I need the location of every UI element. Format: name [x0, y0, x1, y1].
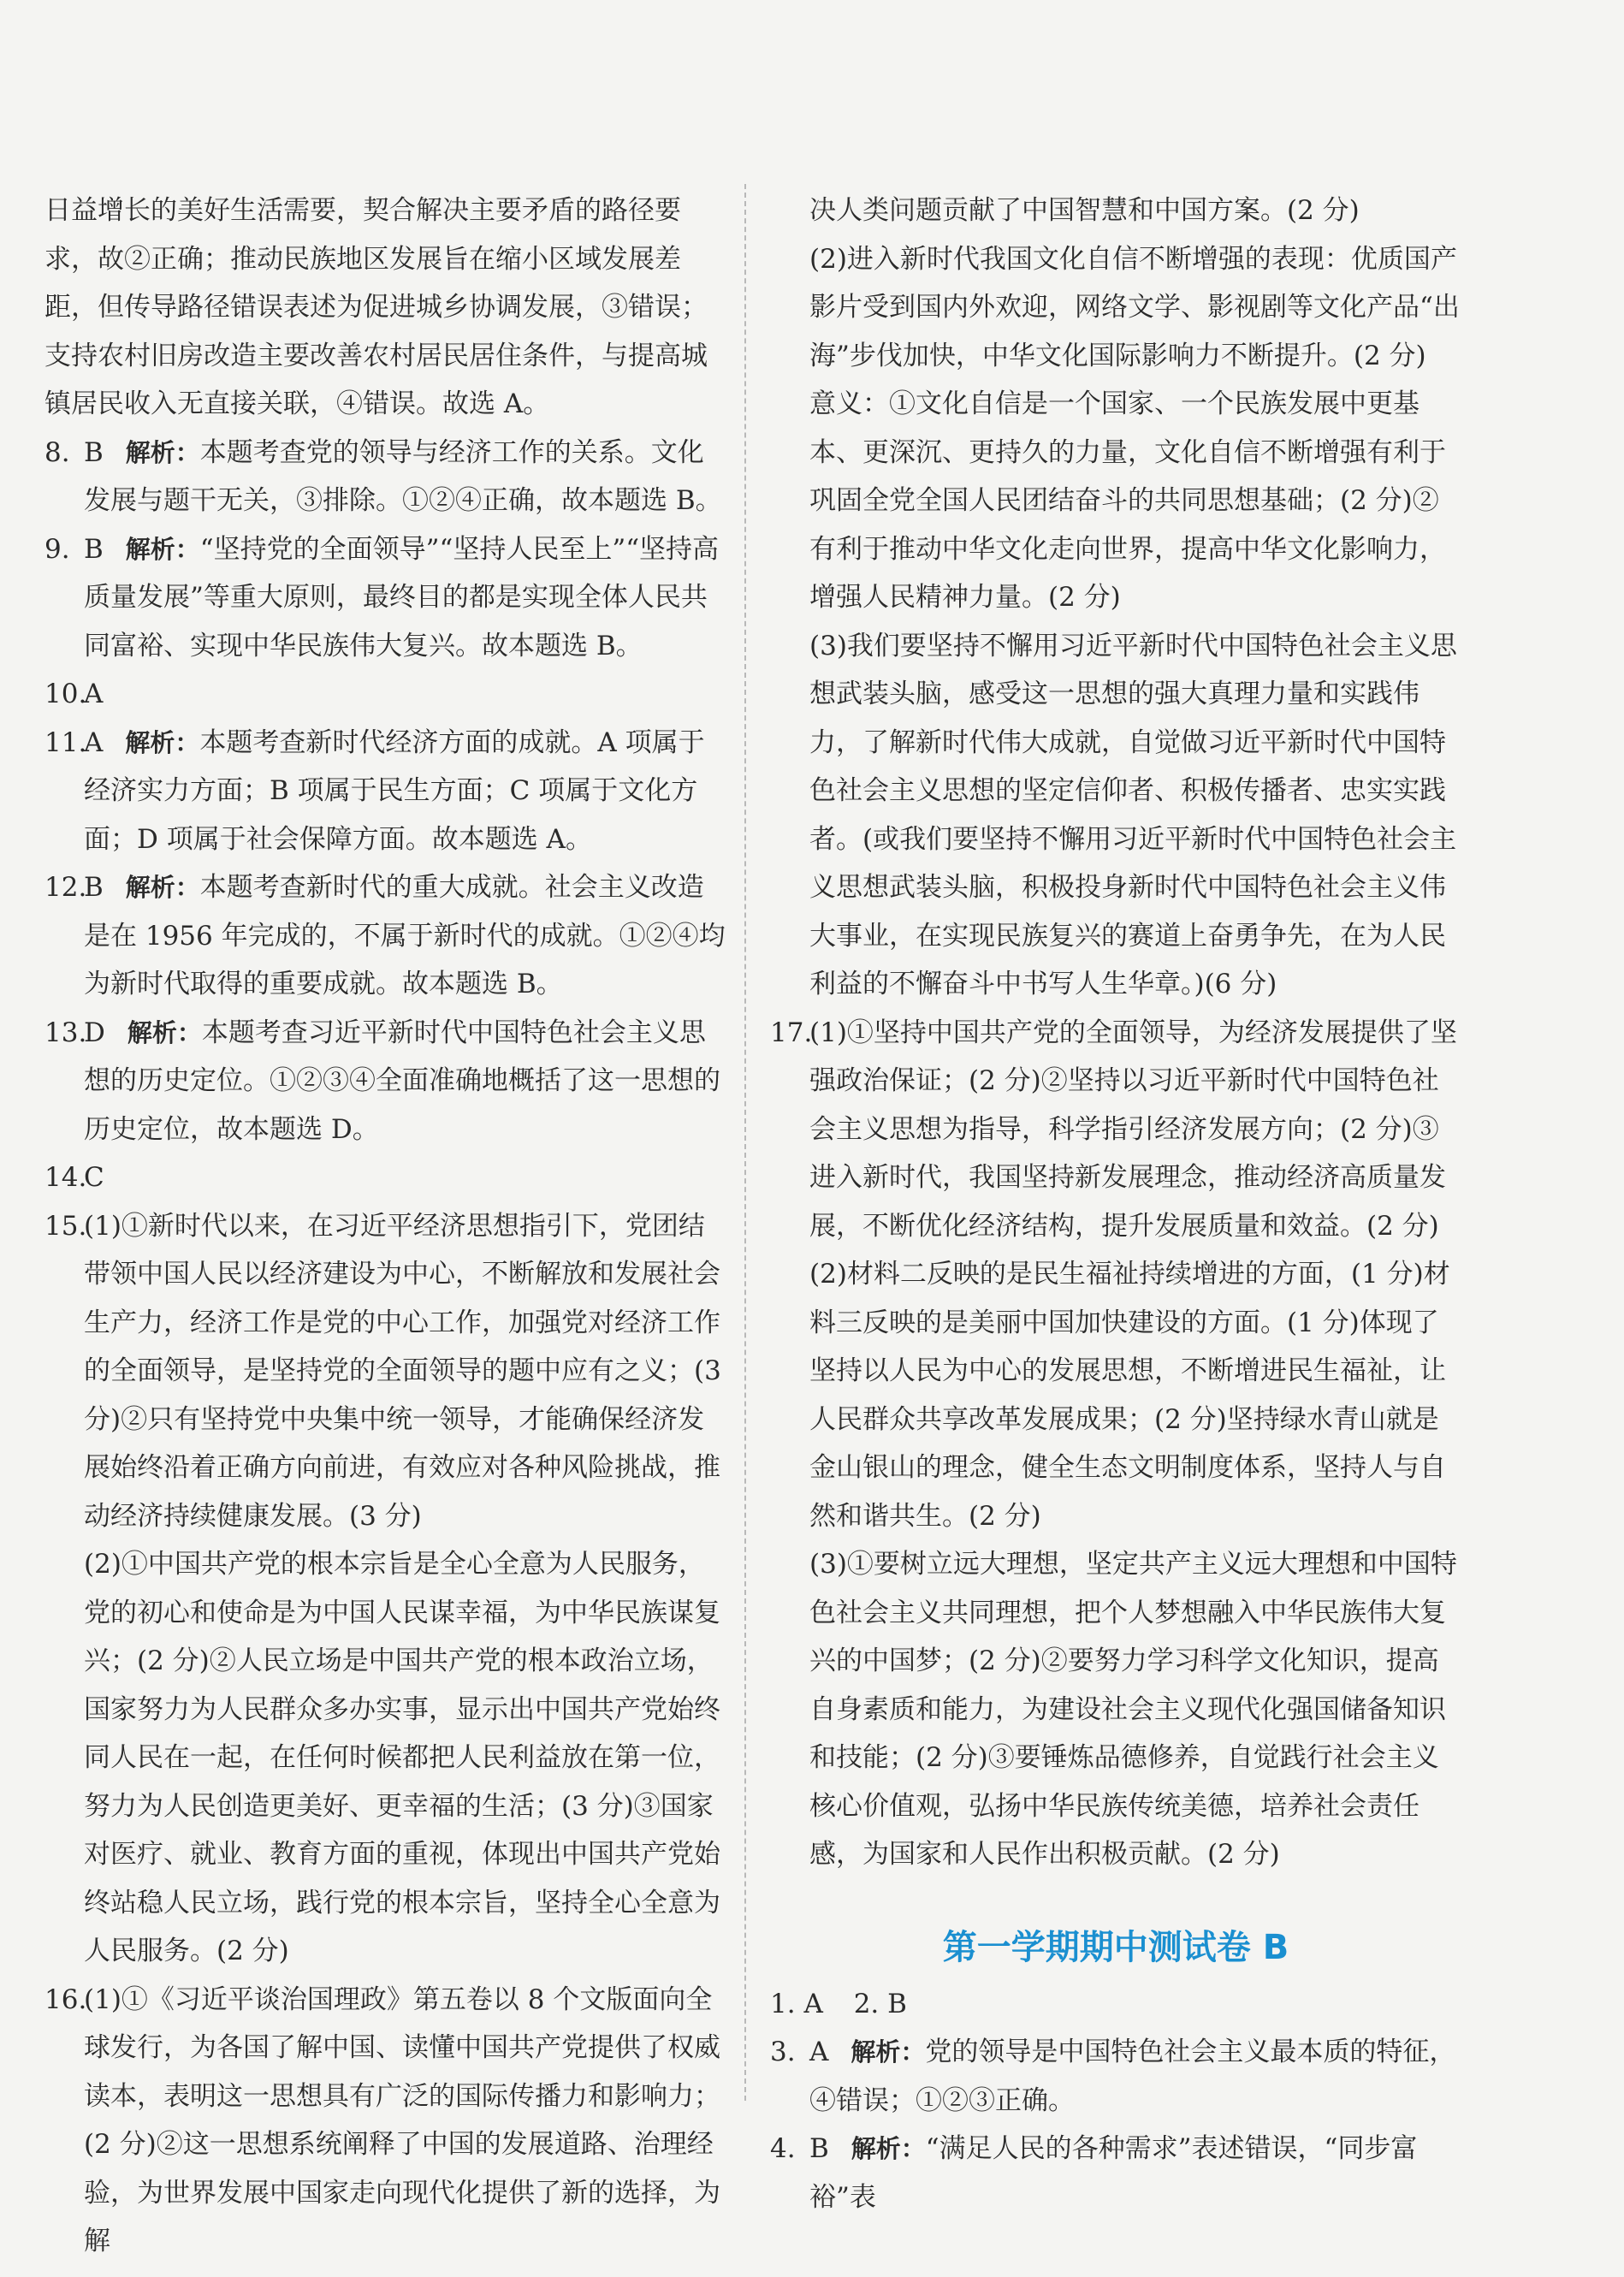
item-text: “满足人民的各种需求”表述错误，“同步富裕”表	[809, 2133, 1418, 2213]
answer-item-11	[44, 719, 729, 864]
item-number: 2.	[853, 1988, 880, 2019]
answer-paragraph: (3)①要树立远大理想，坚定共产主义远大理想和中国特色社会主义共同理想，把个人梦想融入中华民族伟大复兴的中国梦；(2 分)②要努力学习科学文化知识，提高自身素质和能力，为建设社会主义现代化强国储备知识和技能；(2 分)③要锤炼品德修养，自觉践行社会主义核心价值观，弘扬中华民族传统美德，培养社会责任感，为国家和人民作出积极贡献。(2 分)	[809, 1549, 1457, 1870]
item-answer: B	[84, 872, 104, 903]
analysis-label: 解析：	[125, 437, 200, 467]
quick-answers	[770, 1980, 1461, 2029]
answer-paragraph: (2)进入新时代我国文化自信不断增强的表现：优质国产影片受到国内外欢迎，网络文学、影视剧等文化产品“出海”步伐加快，中华文化国际影响力不断提升。(2 分)	[809, 243, 1460, 371]
answer-item-10	[44, 670, 729, 719]
answer-paragraph: (2)材料二反映的是民生福祉持续增进的方面，(1 分)材料三反映的是美丽中国加快建设的方面。(1 分)体现了坚持以人民为中心的发展思想，不断增进民生福祉，让人民群众共享改革发展成果；(2 分)坚持绿水青山就是金山银山的理念，健全生态文明制度体系，坚持人与自然和谐共生。(2 分)	[809, 1259, 1450, 1532]
item-answer: B	[84, 436, 104, 468]
answer-item-8	[44, 429, 729, 525]
item-number: 15.	[44, 1210, 87, 1242]
item-number: 1.	[770, 1988, 796, 2019]
analysis-label: 解析：	[127, 1017, 202, 1047]
item-text: “坚持党的全面领导”“坚持人民至上”“坚持高质量发展”等重大原则，最终目的都是实现全体人民共同富裕、实现中华民族伟大复兴。故本题选 B。	[84, 533, 720, 661]
item-answer: A	[84, 679, 104, 709]
item-number: 4.	[770, 2133, 796, 2164]
item-number: 3.	[770, 2037, 796, 2067]
answer-item-17	[770, 1009, 1461, 1251]
item-text: (1)①新时代以来，在习近平经济思想指引下，党团结带领中国人民以经济建设为中心，不断解放和发展社会生产力，经济工作是党的中心工作，加强党对经济工作的全面领导，是坚持党的全面领导的题中应有之义；(3 分)②只有坚持党中央集中统一领导，才能确保经济发展始终沿着正确方向前进，有效应对各种风险挑战，推动经济持续健康发展。(3 分)	[84, 1210, 721, 1532]
item-text: 本题考查习近平新时代中国特色社会主义思想的历史定位。①②③④全面准确地概括了这一思想的历史定位，故本题选 D。	[84, 1017, 720, 1145]
item-answer: A	[809, 2037, 829, 2067]
item-number: 9.	[44, 533, 70, 565]
item-text: 党的领导是中国特色社会主义最本质的特征，④错误；①②③正确。	[809, 2037, 1456, 2116]
answer-item-12	[44, 863, 729, 1009]
item-answer: B	[84, 533, 104, 565]
column-divider	[744, 184, 746, 2101]
item-number: 17.	[770, 1017, 813, 1048]
item-text: (1)①《习近平谈治国理政》第五卷以 8 个文版面向全球发行，为各国了解中国、读懂中国共产党提供了权威读本，表明这一思想具有广泛的国际传播力和影响力；(2 分)②这一思想系统阐释了中国的发展道路、治理经验，为世界发展中国家走向现代化提供了新的选择，为解	[84, 1983, 720, 2256]
item-answer: C	[84, 1162, 104, 1193]
analysis-label: 解析：	[851, 2134, 926, 2163]
analysis-label: 解析：	[851, 2037, 926, 2066]
continued-paragraph: 日益增长的美好生活需要，契合解决主要矛盾的路径要求，故②正确；推动民族地区发展旨在缩小区域发展差距，但传导路径错误表述为促进城乡协调发展，③错误；支持农村旧房改造主要改善农村居民居住条件，与提高城镇居民收入无直接关联，④错误。故选 A。	[44, 195, 708, 419]
item-answer: D	[84, 1017, 105, 1048]
answer-item-4	[770, 2125, 1461, 2221]
item-text: 本题考查新时代经济方面的成就。A 项属于经济实力方面；B 项属于民生方面；C 项属于文化方面；D 项属于社会保障方面。故本题选 A。	[84, 726, 705, 855]
item-text: 本题考查党的领导与经济工作的关系。文化发展与题干无关，③排除。①②④正确，故本题选 B。	[84, 436, 722, 516]
answer-paragraph: (3)我们要坚持不懈用习近平新时代中国特色社会主义思想武装头脑，感受这一思想的强大真理力量和实践伟力，了解新时代伟大成就，自觉做习近平新时代中国特色社会主义思想的坚定信仰者、积极传播者、忠实实践者。(或我们要坚持不懈用习近平新时代中国特色社会主义思想武装头脑，积极投身新时代中国特色社会主义伟大事业，在实现民族复兴的赛道上奋勇争先，在为人民利益的不懈奋斗中书写人生华章。)(6 分)	[809, 630, 1457, 999]
item-answer: A	[84, 726, 104, 758]
answer-paragraph: (2)①中国共产党的根本宗旨是全心全意为人民服务，党的初心和使命是为中国人民谋幸福，为中华民族谋复兴；(2 分)②人民立场是中国共产党的根本政治立场，国家努力为人民群众多办实事，显示出中国共产党始终同人民在一起，在任何时候都把人民利益放在第一位，努力为人民创造更美好、更幸福的生活；(3 分)③国家对医疗、就业、教育方面的重视，体现出中国共产党始终站稳人民立场，践行党的根本宗旨，坚持全心全意为人民服务。(2 分)	[84, 1549, 720, 1966]
analysis-label: 解析：	[125, 727, 200, 757]
answer-item-9	[44, 525, 729, 671]
item-number: 8.	[44, 436, 70, 468]
item-number: 13.	[44, 1017, 87, 1048]
answer-item-14	[44, 1153, 729, 1202]
analysis-label: 解析：	[125, 534, 200, 564]
answer-item-15	[44, 1202, 729, 1541]
item-answer: A	[803, 1988, 823, 2019]
item-answer: B	[887, 1988, 907, 2019]
answer-paragraph: 意义：①文化自信是一个国家、一个民族发展中更基本、更深沉、更持久的力量，文化自信不断增强有利于巩固全党全国人民团结奋斗的共同思想基础；(2 分)②有利于推动中华文化走向世界，提高中华文化影响力，增强人民精神力量。(2 分)	[809, 388, 1446, 613]
answer-item-16	[44, 1976, 729, 2266]
item-text: (1)①坚持中国共产党的全面领导，为经济发展提供了坚强政治保证；(2 分)②坚持以习近平新时代中国特色社会主义思想为指导，科学指引经济发展方向；(2 分)③进入新时代，我国坚持新发展理念，推动经济高质量发展，不断优化经济结构，提升发展质量和效益。(2 分)	[809, 1017, 1457, 1242]
answer-item-3	[770, 2028, 1461, 2125]
item-number: 14.	[44, 1162, 87, 1193]
analysis-label: 解析：	[125, 873, 200, 902]
item-number: 12.	[44, 872, 87, 903]
item-number: 10.	[44, 679, 87, 709]
section-title: 第一学期期中测试卷 B	[942, 1927, 1289, 1967]
item-number: 11.	[44, 726, 87, 758]
left-column	[44, 187, 729, 2266]
item-answer: B	[809, 2133, 829, 2164]
answer-paragraph: 决人类问题贡献了中国智慧和中国方案。(2 分)	[809, 195, 1360, 226]
item-text: 本题考查新时代的重大成就。社会主义改造是在 1956 年完成的，不属于新时代的成就。①②④均为新时代取得的重要成就。故本题选 B。	[84, 872, 726, 999]
right-column	[770, 187, 1461, 2221]
answer-item-13	[44, 1009, 729, 1154]
item-number: 16.	[44, 1983, 87, 2015]
